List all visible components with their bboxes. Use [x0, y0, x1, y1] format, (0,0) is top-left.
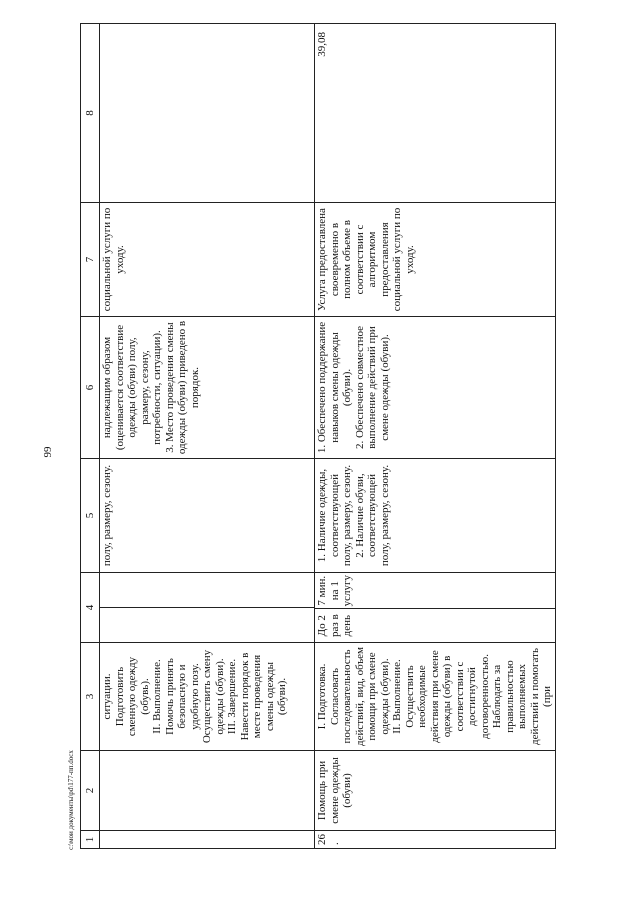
- service-description-cell: [100, 643, 315, 751]
- duration-value: [100, 573, 314, 608]
- tariff-cell: 39,08: [315, 24, 556, 203]
- frequency-duration-cell: [315, 573, 556, 643]
- duration-value: 7 мин. на 1 услугу: [315, 573, 555, 609]
- tariff-cell: [100, 24, 315, 203]
- description-line: ситуации.: [101, 673, 113, 720]
- volume-cell: [315, 459, 556, 573]
- table-row-26: [315, 24, 556, 849]
- header-cell-5: 5: [81, 459, 100, 573]
- description-line: Навести порядок в месте проведения смены одежды (обуви).: [238, 652, 288, 741]
- conditions-line: 3. Место проведения смены одежды (обуви) приведено в порядок.: [163, 320, 201, 455]
- description-line: III. Завершение.: [226, 658, 238, 735]
- description-line: II. Выполнение.: [151, 659, 163, 734]
- volume-line: 2. Наличие обуви, соответствующей полу, размеру, сезону.: [353, 464, 391, 567]
- rotated-table-container: [80, 24, 553, 849]
- quality-cell: Услуга предоставлена своевременно в полном объеме в соответствии с алгоритмом предоставления социальной услуги по уходу.: [315, 203, 556, 317]
- header-cell-2: 2: [81, 751, 100, 831]
- header-row: [81, 24, 100, 849]
- header-cell-7: 7: [81, 203, 100, 317]
- header-cell-4: 4: [81, 573, 100, 643]
- row-number-cell: 26.: [315, 831, 556, 849]
- conditions-cell: [100, 317, 315, 459]
- services-table: [80, 23, 556, 849]
- description-line: Помочь принять безопасную и удобную позу.: [163, 658, 201, 735]
- table-area: [80, 24, 553, 849]
- service-description-cell: [315, 643, 556, 751]
- quality-cell: социальной услуги по уходу.: [100, 203, 315, 317]
- description-line: Осуществить смену одежды (обуви).: [201, 649, 226, 744]
- table-row-continued: [100, 24, 315, 849]
- header-cell-8: 8: [81, 24, 100, 203]
- service-name-cell: [100, 751, 315, 831]
- conditions-line: 1. Обеспечено поддержание навыков смены одежды (обуви).: [316, 321, 353, 454]
- volume-cell: полу, размеру, сезону.: [100, 459, 315, 573]
- row-number-cell: [100, 831, 315, 849]
- header-cell-1: 1: [81, 831, 100, 849]
- frequency-duration-cell: [100, 573, 315, 643]
- service-name-cell: Помощь при смене одежды (обуви): [315, 751, 556, 831]
- description-line: Осуществить необходимые действия при смене одежды (обуви) в соответствии с достигнутой договоренностью.: [403, 650, 491, 743]
- description-line: Подготовить сменную одежду (обувь).: [113, 656, 151, 737]
- conditions-line: 2. Обеспечено совместное выполнение действий при смене одежды (обуви).: [353, 325, 391, 450]
- header-cell-6: 6: [81, 317, 100, 459]
- description-line: II. Выполнение.: [391, 659, 403, 734]
- description-line: Наблюдать за правильностью выполняемых действий и помогать (при: [491, 648, 553, 745]
- footer-file-path: c:\мои документы\рd\177-пп.docx: [67, 750, 75, 850]
- description-line: I. Подготовка.: [316, 663, 328, 730]
- header-cell-3: 3: [81, 643, 100, 751]
- conditions-cell: [315, 317, 556, 459]
- conditions-line: надлежащим образом (оценивается соответствие одежды (обуви) полу, размеру, сезону, потребности, ситуации).: [101, 324, 163, 451]
- volume-line: 1. Наличие одежды, соответствующей полу, размеру, сезону.: [316, 464, 353, 567]
- page-number: 99: [42, 446, 54, 458]
- frequency-value: [100, 608, 314, 642]
- frequency-value: До 2 раз в день: [316, 614, 353, 638]
- description-line: Согласовать последовательность действий, вид, объем помощи при смене одежды (обуви).: [328, 646, 391, 747]
